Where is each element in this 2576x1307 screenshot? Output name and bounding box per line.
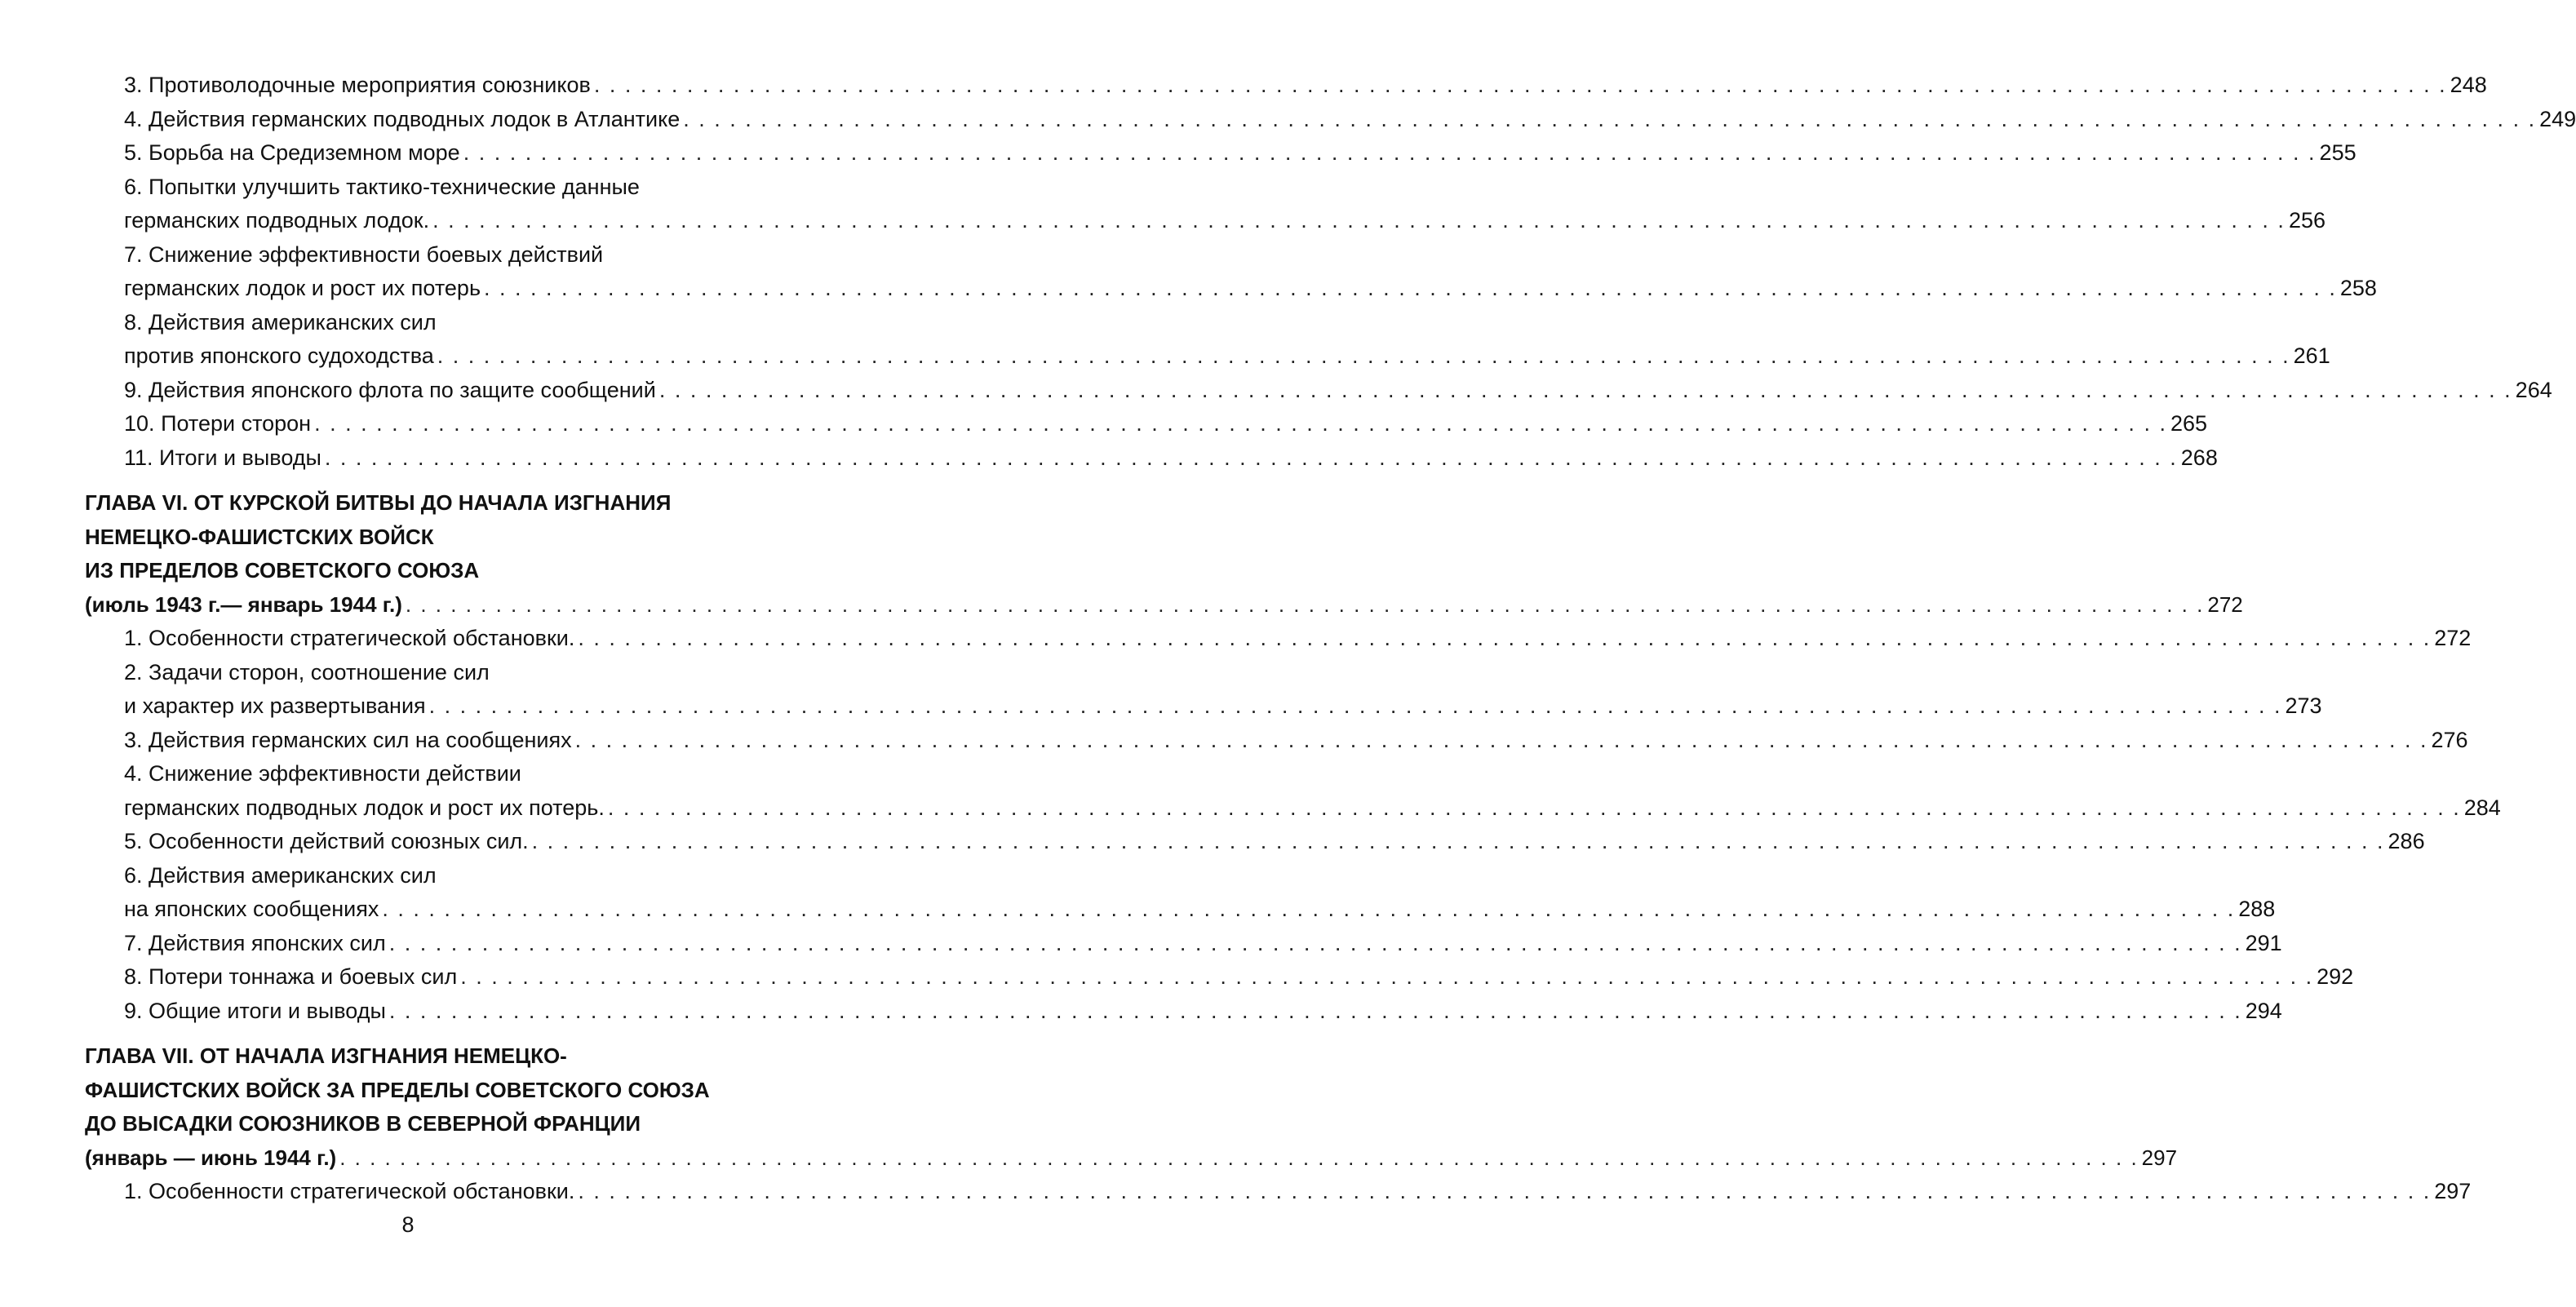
chapter-7-entries bbox=[85, 1175, 2472, 1209]
page-folio: 8 bbox=[401, 1212, 415, 1237]
toc-entry-line bbox=[85, 995, 2282, 1029]
entry-title bbox=[124, 339, 434, 374]
toc-entry-line bbox=[85, 689, 2322, 724]
entry-number: 9. bbox=[124, 377, 143, 402]
entry-title bbox=[124, 441, 321, 476]
entry-text: против японского судоходства bbox=[124, 343, 434, 368]
entry-number: 7. bbox=[124, 930, 143, 955]
entry-text: и характер их развертывания bbox=[124, 693, 426, 718]
entry-text: Действия японских сил bbox=[149, 930, 386, 955]
toc-entry-line bbox=[85, 724, 2468, 758]
entry-text: германских подводных лодок. bbox=[124, 208, 430, 233]
dot-leader: . . . . . . . . . . . . . . . . . . . . . . . . . . . . . . . . . . . . . . . . . . . . . . . . . . . . . . . . . . . . . . . . . . . . . . . . . . . . . . . . . . . . . . . . . . . . . . . . . . . . . . . . . . . . . . . . . . . . . . . . bbox=[339, 1145, 2139, 1170]
entry-text: Снижение эффективности боевых действий bbox=[149, 241, 604, 267]
entry-text: Снижение эффективности действии bbox=[149, 761, 521, 786]
entry-title bbox=[124, 893, 379, 927]
toc-entry-line bbox=[85, 893, 2276, 927]
chapter-heading-line: ИЗ ПРЕДЕЛОВ СОВЕТСКОГО СОЮЗА bbox=[85, 558, 480, 583]
entry-text: германских подводных лодок и рост их потерь. bbox=[124, 795, 605, 820]
dot-leader: . . . . . . . . . . . . . . . . . . . . . . . . . . . . . . . . . . . . . . . . . . . . . . . . . . . . . . . . . . . . . . . . . . . . . . . . . . . . . . . . . . . . . . . . . . . . . . . . . . . . . . . . . . . . . . . . . . . . . . . . bbox=[593, 73, 2447, 97]
dot-leader: . . . . . . . . . . . . . . . . . . . . . . . . . . . . . . . . . . . . . . . . . . . . . . . . . . . . . . . . . . . . . . . . . . . . . . . . . . . . . . . . . . . . . . . . . . . . . . . . . . . . . . . . . . . . . . . . . . . . . . . . bbox=[607, 795, 2461, 820]
chapter-7 bbox=[85, 1039, 2178, 1175]
toc-entry-line bbox=[85, 238, 775, 272]
entry-text: Особенности стратегической обстановки. bbox=[149, 1179, 575, 1203]
dot-leader: . . . . . . . . . . . . . . . . . . . . . . . . . . . . . . . . . . . . . . . . . . . . . . . . . . . . . . . . . . . . . . . . . . . . . . . . . . . . . . . . . . . . . . . . . . . . . . . . . . . . . . . . . . . . . . . . . . . . . . . . bbox=[314, 411, 2167, 436]
entry-number: 1. bbox=[124, 626, 143, 650]
dot-leader: . . . . . . . . . . . . . . . . . . . . . . . . . . . . . . . . . . . . . . . . . . . . . . . . . . . . . . . . . . . . . . . . . . . . . . . . . . . . . . . . . . . . . . . . . . . . . . . . . . . . . . . . . . . . . . . . . . . . . . . . bbox=[463, 140, 2317, 165]
chapter-heading-line: ДО ВЫСАДКИ СОЮЗНИКОВ В СЕВЕРНОЙ ФРАНЦИИ bbox=[85, 1111, 641, 1136]
dot-leader: . . . . . . . . . . . . . . . . . . . . . . . . . . . . . . . . . . . . . . . . . . . . . . . . . . . . . . . . . . . . . . . . . . . . . . . . . . . . . . . . . . . . . . . . . . . . . . . . . . . . . . . . . . . . . . . . . . . . . . . . bbox=[405, 591, 2205, 617]
page-number: 255 bbox=[2319, 140, 2357, 165]
toc-entry-line bbox=[85, 441, 2218, 476]
toc-entry-line bbox=[85, 272, 2377, 306]
chapter-heading-line: ФАШИСТСКИХ ВОЙСК ЗА ПРЕДЕЛЫ СОВЕТСКОГО СОЮЗА bbox=[85, 1077, 710, 1102]
entry-title bbox=[124, 374, 656, 408]
dot-leader: . . . . . . . . . . . . . . . . . . . . . . . . . . . . . . . . . . . . . . . . . . . . . . . . . . . . . . . . . . . . . . . . . . . . . . . . . . . . . . . . . . . . . . . . . . . . . . . . . . . . . . . . . . . . . . . . . . . . . . . . bbox=[578, 626, 2432, 650]
toc-entry-line bbox=[85, 69, 2487, 103]
chapter-heading-line: ГЛАВА VII. ОТ НАЧАЛА ИЗГНАНИЯ НЕМЕЦКО- bbox=[85, 1043, 567, 1068]
entry-title bbox=[124, 204, 429, 238]
entry-text: Борьба на Средиземном море bbox=[149, 140, 460, 165]
page-number: 288 bbox=[2238, 897, 2276, 921]
entry-number: 8. bbox=[124, 309, 143, 335]
dot-leader: . . . . . . . . . . . . . . . . . . . . . . . . . . . . . . . . . . . . . . . . . . . . . . . . . . . . . . . . . . . . . . . . . . . . . . . . . . . . . . . . . . . . . . . . . . . . . . . . . . . . . . . . . . . . . . . . . . . . . . . . bbox=[531, 829, 2385, 853]
page-number: 294 bbox=[2245, 998, 2282, 1023]
entry-number: 7. bbox=[124, 241, 143, 267]
entry-title bbox=[124, 175, 640, 199]
page-number: 264 bbox=[2515, 377, 2552, 402]
entry-text: Потери тоннажа и боевых сил bbox=[149, 964, 458, 989]
chapter-heading-line: НЕМЕЦКО-ФАШИСТСКИХ ВОЙСК bbox=[85, 524, 434, 549]
entry-number: 5. bbox=[124, 140, 143, 165]
dot-leader: . . . . . . . . . . . . . . . . . . . . . . . . . . . . . . . . . . . . . . . . . . . . . . . . . . . . . . . . . . . . . . . . . . . . . . . . . . . . . . . . . . . . . . . . . . . . . . . . . . . . . . . . . . . . . . . . . . . . . . . . bbox=[432, 208, 2286, 233]
entry-number: 9. bbox=[124, 998, 143, 1023]
entry-title bbox=[124, 69, 591, 103]
chapter-6 bbox=[85, 486, 2243, 622]
entry-text: Действия американских сил bbox=[149, 309, 437, 335]
toc-entry-line bbox=[85, 103, 2576, 137]
page-number: 276 bbox=[2431, 727, 2468, 752]
entry-text: Действия германских сил на сообщениях bbox=[149, 727, 572, 752]
entry-number: 6. bbox=[124, 862, 143, 888]
entry-text: Противолодочные мероприятия союзников bbox=[149, 73, 591, 97]
page-number: 272 bbox=[2434, 626, 2472, 650]
dot-leader: . . . . . . . . . . . . . . . . . . . . . . . . . . . . . . . . . . . . . . . . . . . . . . . . . . . . . . . . . . . . . . . . . . . . . . . . . . . . . . . . . . . . . . . . . . . . . . . . . . . . . . . . . . . . . . . . . . . . . . . . bbox=[683, 106, 2537, 131]
entry-title bbox=[124, 724, 572, 758]
toc-entry-line bbox=[85, 339, 2330, 374]
dot-leader: . . . . . . . . . . . . . . . . . . . . . . . . . . . . . . . . . . . . . . . . . . . . . . . . . . . . . . . . . . . . . . . . . . . . . . . . . . . . . . . . . . . . . . . . . . . . . . . . . . . . . . . . . . . . . . . . . . . . . . . . bbox=[574, 727, 2428, 752]
entry-title bbox=[124, 242, 603, 267]
entry-number: 6. bbox=[124, 174, 143, 199]
chapter-period: (январь — июнь 1944 г.) bbox=[85, 1145, 337, 1170]
entry-number: 11. bbox=[124, 445, 153, 470]
entry-number: 2. bbox=[124, 659, 143, 685]
entry-text: германских лодок и рост их потерь bbox=[124, 276, 481, 300]
entry-text: Общие итоги и выводы bbox=[149, 998, 386, 1023]
entry-text: Потери сторон bbox=[161, 411, 312, 436]
entry-title bbox=[124, 310, 437, 335]
entry-title bbox=[124, 136, 460, 171]
toc-entry-line bbox=[85, 1175, 2472, 1209]
dot-leader: . . . . . . . . . . . . . . . . . . . . . . . . . . . . . . . . . . . . . . . . . . . . . . . . . . . . . . . . . . . . . . . . . . . . . . . . . . . . . . . . . . . . . . . . . . . . . . . . . . . . . . . . . . . . . . . . . . . . . . . . bbox=[324, 445, 2178, 470]
chapter-period-entry bbox=[85, 588, 2243, 622]
entry-number: 5. bbox=[124, 829, 143, 853]
entry-text: Попытки улучшить тактико-технические данные bbox=[149, 174, 640, 199]
entry-number: 8. bbox=[124, 964, 143, 989]
entry-title bbox=[124, 689, 426, 724]
toc-entry-line bbox=[85, 622, 2472, 656]
toc-entry-line bbox=[85, 407, 2208, 441]
page-number: 265 bbox=[2170, 411, 2208, 436]
table-of-contents bbox=[85, 69, 2576, 1209]
chapter-heading-line: ГЛАВА VI. ОТ КУРСКОЙ БИТВЫ ДО НАЧАЛА ИЗГНАНИЯ bbox=[85, 490, 672, 515]
page-number: 258 bbox=[2339, 276, 2377, 300]
dot-leader: . . . . . . . . . . . . . . . . . . . . . . . . . . . . . . . . . . . . . . . . . . . . . . . . . . . . . . . . . . . . . . . . . . . . . . . . . . . . . . . . . . . . . . . . . . . . . . . . . . . . . . . . . . . . . . . . . . . . . . . . bbox=[437, 343, 2290, 368]
entry-title bbox=[124, 995, 386, 1029]
page-number: 268 bbox=[2180, 445, 2218, 470]
entry-title bbox=[124, 791, 605, 826]
entry-title bbox=[124, 761, 521, 786]
entry-title bbox=[124, 825, 529, 859]
toc-entry-line bbox=[85, 859, 775, 893]
entry-text: Особенности стратегической обстановки. bbox=[149, 626, 575, 650]
toc-entry-line bbox=[85, 136, 2357, 171]
toc-entry-line bbox=[85, 927, 2282, 961]
page-number: 249 bbox=[2539, 106, 2576, 131]
page-number: 273 bbox=[2285, 693, 2322, 718]
entry-number: 3. bbox=[124, 73, 143, 97]
entry-text: на японских сообщениях bbox=[124, 897, 379, 921]
dot-leader: . . . . . . . . . . . . . . . . . . . . . . . . . . . . . . . . . . . . . . . . . . . . . . . . . . . . . . . . . . . . . . . . . . . . . . . . . . . . . . . . . . . . . . . . . . . . . . . . . . . . . . . . . . . . . . . . . . . . . . . . bbox=[658, 377, 2512, 402]
page-number: 291 bbox=[2245, 930, 2282, 955]
entry-title bbox=[124, 660, 490, 685]
entry-text: Итоги и выводы bbox=[159, 445, 321, 470]
toc-entry-line bbox=[85, 306, 775, 340]
chapter-period-entry bbox=[85, 1141, 2178, 1176]
entry-title bbox=[124, 103, 680, 137]
dot-leader: . . . . . . . . . . . . . . . . . . . . . . . . . . . . . . . . . . . . . . . . . . . . . . . . . . . . . . . . . . . . . . . . . . . . . . . . . . . . . . . . . . . . . . . . . . . . . . . . . . . . . . . . . . . . . . . . . . . . . . . . bbox=[388, 930, 2242, 955]
entry-number: 10. bbox=[124, 411, 155, 436]
page-number: 292 bbox=[2317, 964, 2354, 989]
page-number: 248 bbox=[2450, 73, 2487, 97]
toc-entry-line bbox=[85, 171, 775, 205]
page-number: 256 bbox=[2288, 208, 2325, 233]
page-number: 297 bbox=[2434, 1179, 2472, 1203]
entry-title bbox=[124, 863, 437, 888]
entry-number: 4. bbox=[124, 761, 143, 786]
entry-text: Действия германских подводных лодок в Атлантике bbox=[149, 106, 681, 131]
entry-title bbox=[124, 407, 311, 441]
chapter-6-entries bbox=[85, 622, 2501, 1028]
toc-entry-line bbox=[85, 204, 2325, 238]
toc-entry-line bbox=[85, 656, 775, 690]
dot-leader: . . . . . . . . . . . . . . . . . . . . . . . . . . . . . . . . . . . . . . . . . . . . . . . . . . . . . . . . . . . . . . . . . . . . . . . . . . . . . . . . . . . . . . . . . . . . . . . . . . . . . . . . . . . . . . . . . . . . . . . . bbox=[388, 998, 2242, 1023]
toc-entry-line bbox=[85, 791, 2501, 826]
page-number: 286 bbox=[2388, 829, 2425, 853]
toc-entry-line bbox=[85, 757, 775, 791]
entry-number: 1. bbox=[124, 1179, 143, 1203]
entry-text: Действия японского флота по защите сообщений bbox=[149, 377, 656, 402]
dot-leader: . . . . . . . . . . . . . . . . . . . . . . . . . . . . . . . . . . . . . . . . . . . . . . . . . . . . . . . . . . . . . . . . . . . . . . . . . . . . . . . . . . . . . . . . . . . . . . . . . . . . . . . . . . . . . . . . . . . . . . . . bbox=[578, 1179, 2432, 1203]
chapter-period: (июль 1943 г.— январь 1944 г.) bbox=[85, 591, 402, 617]
dot-leader: . . . . . . . . . . . . . . . . . . . . . . . . . . . . . . . . . . . . . . . . . . . . . . . . . . . . . . . . . . . . . . . . . . . . . . . . . . . . . . . . . . . . . . . . . . . . . . . . . . . . . . . . . . . . . . . . . . . . . . . . bbox=[484, 276, 2337, 300]
entry-number: 3. bbox=[124, 727, 143, 752]
page-number: 261 bbox=[2293, 343, 2330, 368]
entry-number: 4. bbox=[124, 106, 143, 131]
toc-entry-line bbox=[85, 960, 2354, 995]
page-number: 297 bbox=[2141, 1145, 2178, 1170]
entry-title bbox=[124, 622, 574, 656]
entry-text: Задачи сторон, соотношение сил bbox=[149, 659, 490, 685]
entry-text: Действия американских сил bbox=[149, 862, 437, 888]
dot-leader: . . . . . . . . . . . . . . . . . . . . . . . . . . . . . . . . . . . . . . . . . . . . . . . . . . . . . . . . . . . . . . . . . . . . . . . . . . . . . . . . . . . . . . . . . . . . . . . . . . . . . . . . . . . . . . . . . . . . . . . . bbox=[460, 964, 2314, 989]
dot-leader: . . . . . . . . . . . . . . . . . . . . . . . . . . . . . . . . . . . . . . . . . . . . . . . . . . . . . . . . . . . . . . . . . . . . . . . . . . . . . . . . . . . . . . . . . . . . . . . . . . . . . . . . . . . . . . . . . . . . . . . . bbox=[428, 693, 2282, 718]
dot-leader: . . . . . . . . . . . . . . . . . . . . . . . . . . . . . . . . . . . . . . . . . . . . . . . . . . . . . . . . . . . . . . . . . . . . . . . . . . . . . . . . . . . . . . . . . . . . . . . . . . . . . . . . . . . . . . . . . . . . . . . . bbox=[382, 897, 2236, 921]
entry-text: Особенности действий союзных сил. bbox=[149, 829, 529, 853]
page-number: 272 bbox=[2207, 591, 2243, 617]
entry-title bbox=[124, 272, 481, 306]
entry-title bbox=[124, 927, 386, 961]
entry-title bbox=[124, 960, 457, 995]
toc-entry-line bbox=[85, 374, 2552, 408]
entry-title bbox=[124, 1175, 574, 1209]
toc-entry-line bbox=[85, 825, 2425, 859]
continued-entries bbox=[85, 69, 2576, 475]
page-number: 284 bbox=[2463, 795, 2501, 820]
